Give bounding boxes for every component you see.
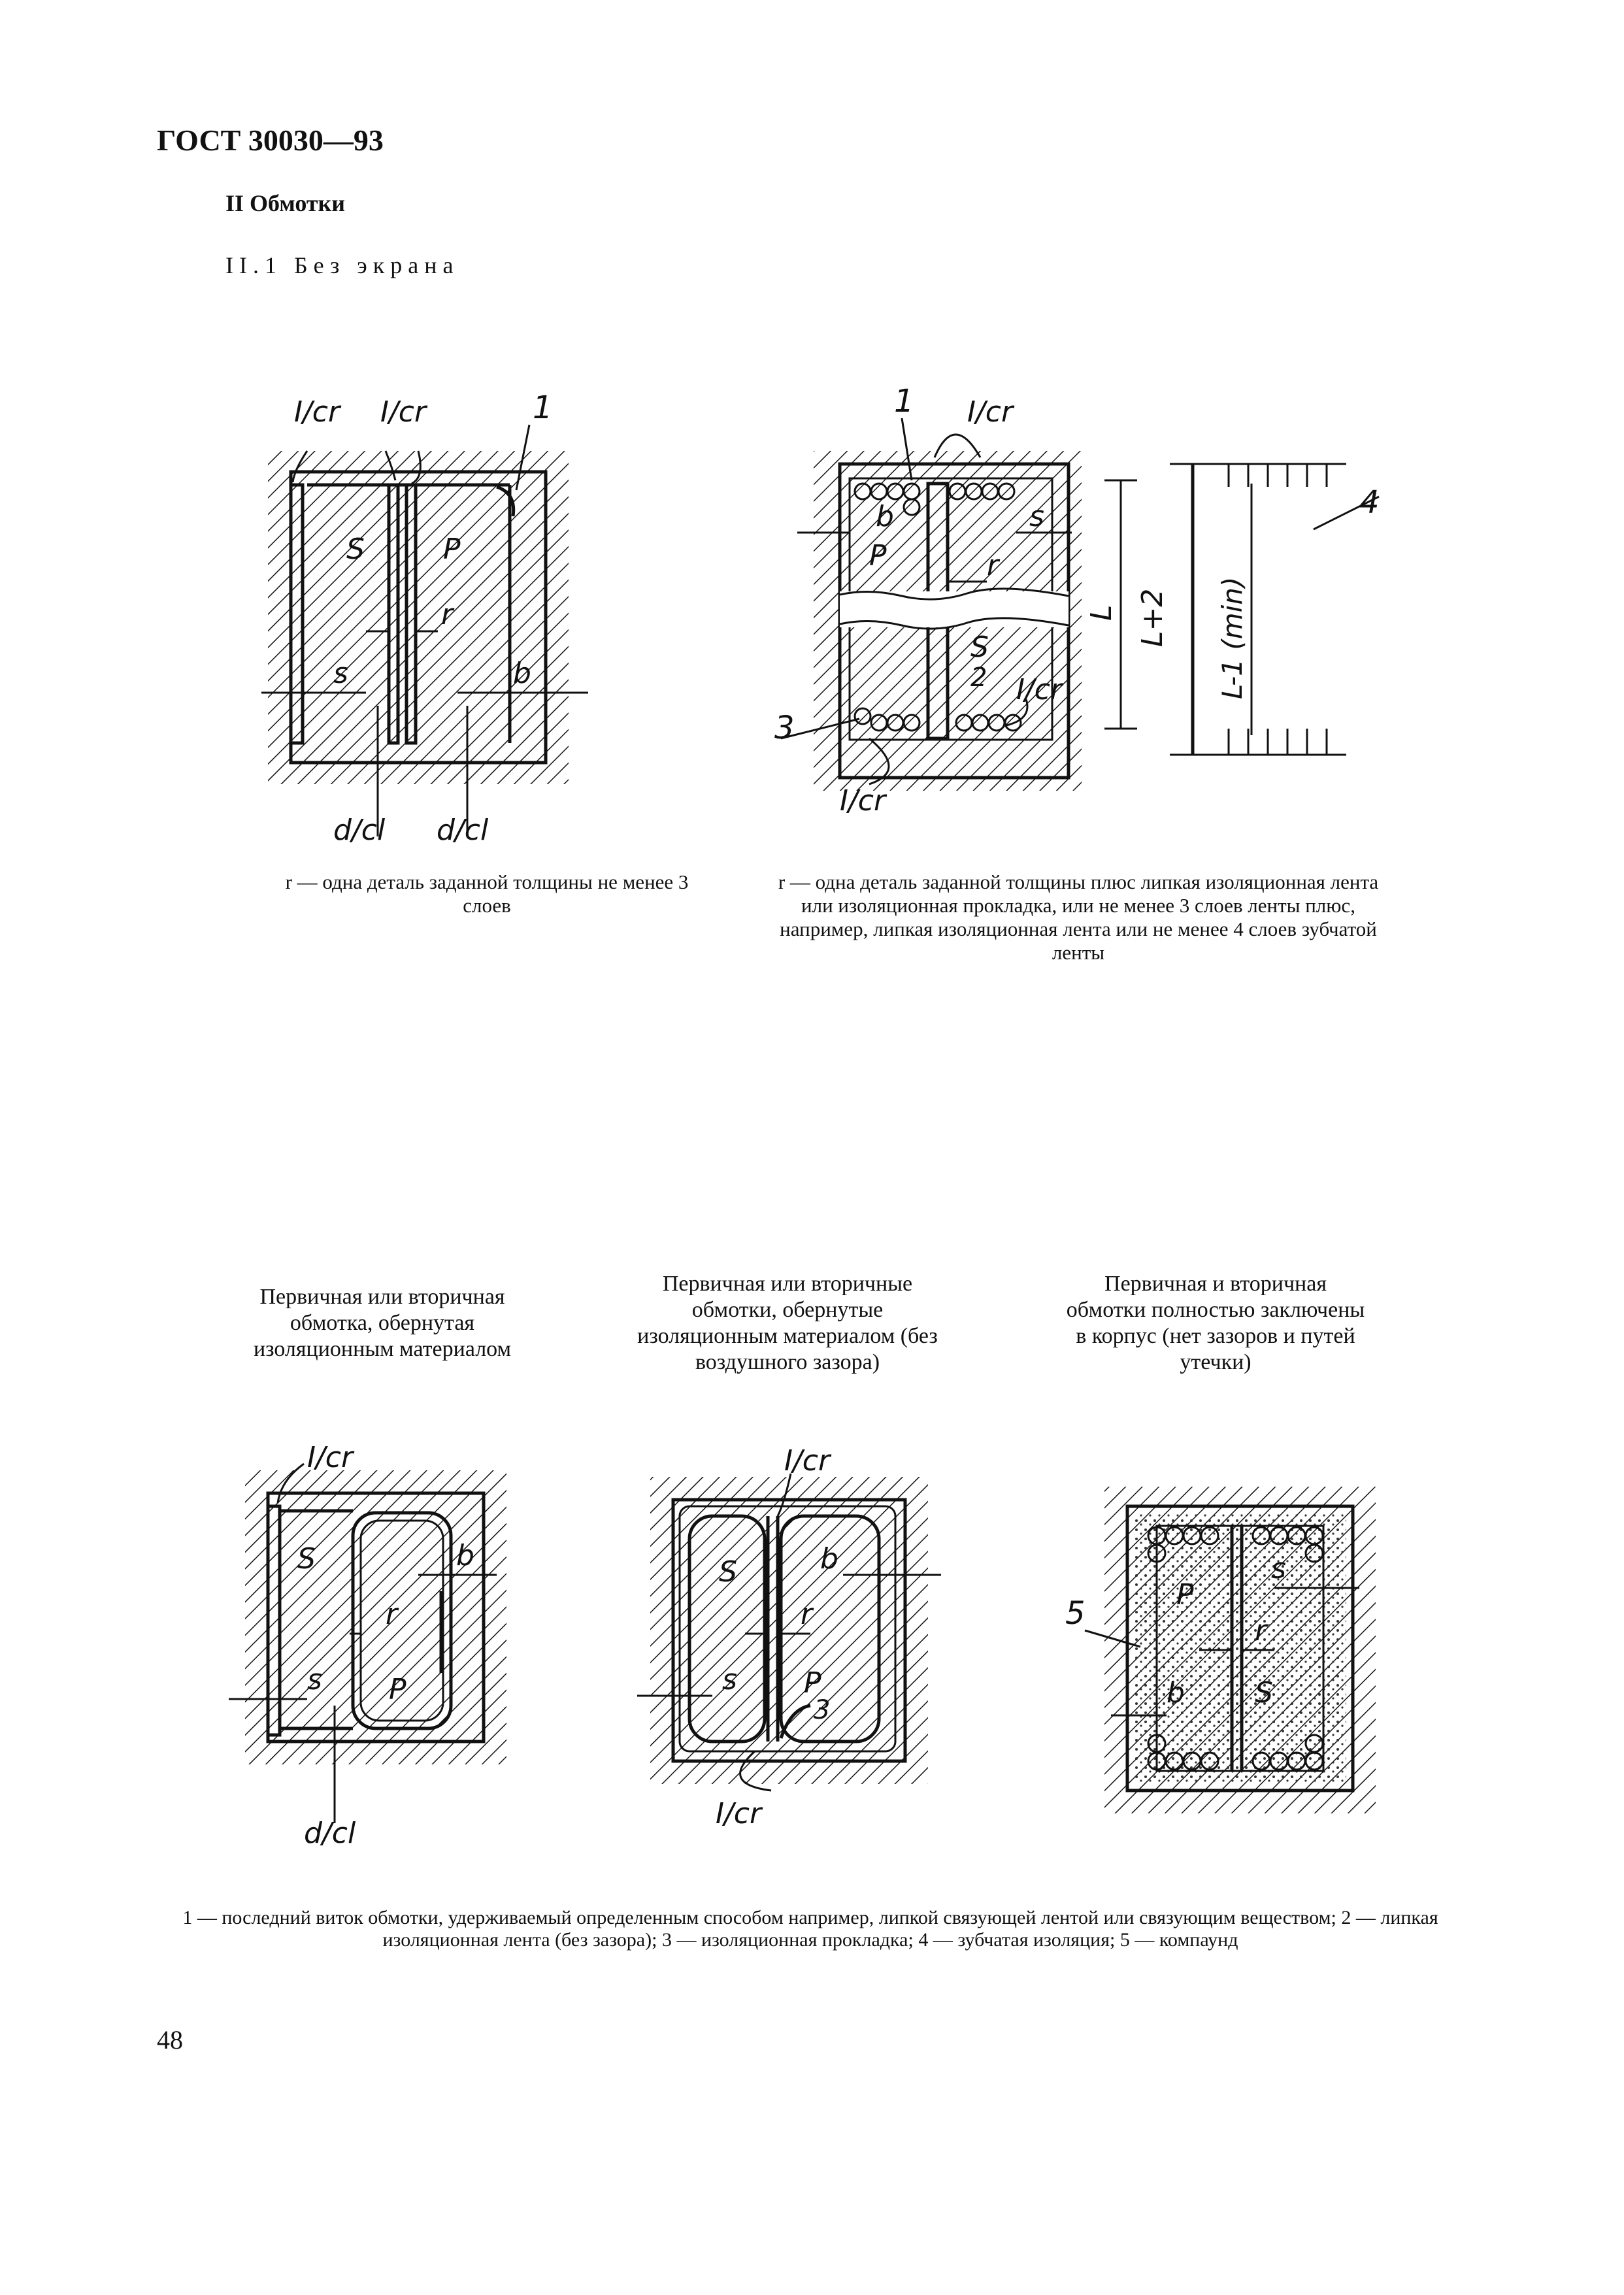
title-bottom-right: Первичная и вторичная обмотки полностью заключены в корпус (нет зазоров и путей утечки) bbox=[1066, 1272, 1365, 1374]
legend: 1 — последний виток обмотки, удерживаемый определенным способом например, липкой связующей лентой или связующим веществом; 2 — липкая изоляционная лента (без зазора); 3 — изоляционная прокладка; 4 — зубчатая изоляция; 5 — компаунд bbox=[182, 1907, 1438, 1951]
label-s: s bbox=[333, 657, 348, 690]
label-s-big: S bbox=[719, 1555, 737, 1589]
label-p: P bbox=[443, 533, 461, 566]
label-p: P bbox=[869, 539, 887, 572]
label-s: s bbox=[307, 1663, 322, 1696]
label-icr-1: I/cr bbox=[294, 395, 340, 429]
label-icr-bot: I/cr bbox=[716, 1797, 762, 1830]
callout-3: 3 bbox=[774, 710, 795, 746]
callout-3: 3 bbox=[814, 1695, 831, 1725]
label-r: r bbox=[386, 1598, 398, 1631]
label-s: s bbox=[1029, 500, 1044, 533]
dimension-L-minus-1: L-1 (min) bbox=[1216, 576, 1248, 699]
figure-bottom-middle bbox=[637, 1444, 941, 1830]
label-s-big: S bbox=[297, 1542, 316, 1576]
title-bottom-left: Первичная или вторичная обмотка, обернутая изоляционным материалом bbox=[253, 1285, 512, 1361]
callout-4: 4 bbox=[1359, 484, 1380, 521]
section-title: II Обмотки bbox=[225, 190, 346, 216]
label-r: r bbox=[1255, 1614, 1267, 1647]
label-icr-bot: I/cr bbox=[840, 784, 886, 817]
document-header: ГОСТ 30030—93 bbox=[157, 124, 384, 157]
label-dcl-1: d/cl bbox=[333, 814, 386, 847]
label-b: b bbox=[1167, 1676, 1185, 1709]
dimension-L: L bbox=[1085, 604, 1118, 621]
label-icr-mid: I/cr bbox=[1016, 673, 1063, 706]
label-s-big: S bbox=[1255, 1676, 1273, 1709]
callout-1: 1 bbox=[533, 389, 553, 426]
label-p: P bbox=[389, 1673, 406, 1706]
label-s-big: S bbox=[346, 533, 365, 566]
subsection-title: II.1 Без экрана bbox=[225, 252, 459, 278]
label-icr: I/cr bbox=[307, 1441, 354, 1474]
label-dcl: d/cl bbox=[304, 1817, 356, 1850]
label-r: r bbox=[987, 549, 999, 582]
callout-2: 2 bbox=[970, 663, 987, 693]
label-b: b bbox=[876, 500, 894, 533]
label-b: b bbox=[456, 1539, 474, 1572]
page-number: 48 bbox=[157, 2025, 183, 2055]
figure-bottom-left bbox=[229, 1441, 506, 1850]
label-p: P bbox=[804, 1666, 821, 1700]
label-s: s bbox=[1271, 1552, 1286, 1585]
label-icr-2: I/cr bbox=[380, 395, 427, 429]
dimension-L-plus-2: L+2 bbox=[1136, 588, 1169, 647]
label-s: s bbox=[722, 1663, 737, 1696]
title-bottom-middle: Первичная или вторичные обмотки, обернутые изоляционным материалом (без воздушного зазора) bbox=[637, 1272, 938, 1374]
callout-1: 1 bbox=[894, 383, 914, 420]
figure-top-left bbox=[261, 389, 588, 847]
caption-top-right: r — одна деталь заданной толщины плюс липкая изоляционная лента или изоляционная прокладка, или не менее 3 слоев ленты плюс, например, липкая изоляционная лента или не менее 4 слоев зубчатой ленты bbox=[778, 870, 1379, 964]
label-p: P bbox=[1176, 1578, 1194, 1611]
label-dcl-2: d/cl bbox=[437, 814, 489, 847]
figure-top-right bbox=[774, 383, 1380, 817]
label-r: r bbox=[441, 598, 454, 631]
label-icr-top: I/cr bbox=[784, 1444, 831, 1478]
label-b: b bbox=[820, 1542, 838, 1576]
label-s-big: S bbox=[970, 631, 989, 664]
figure-bottom-right bbox=[1065, 1487, 1376, 1813]
label-r: r bbox=[801, 1598, 813, 1631]
label-icr-top: I/cr bbox=[967, 395, 1014, 429]
callout-5: 5 bbox=[1065, 1595, 1085, 1632]
label-b: b bbox=[513, 657, 531, 690]
caption-top-left: r — одна деталь заданной толщины не менее 3 слоев bbox=[285, 870, 689, 917]
